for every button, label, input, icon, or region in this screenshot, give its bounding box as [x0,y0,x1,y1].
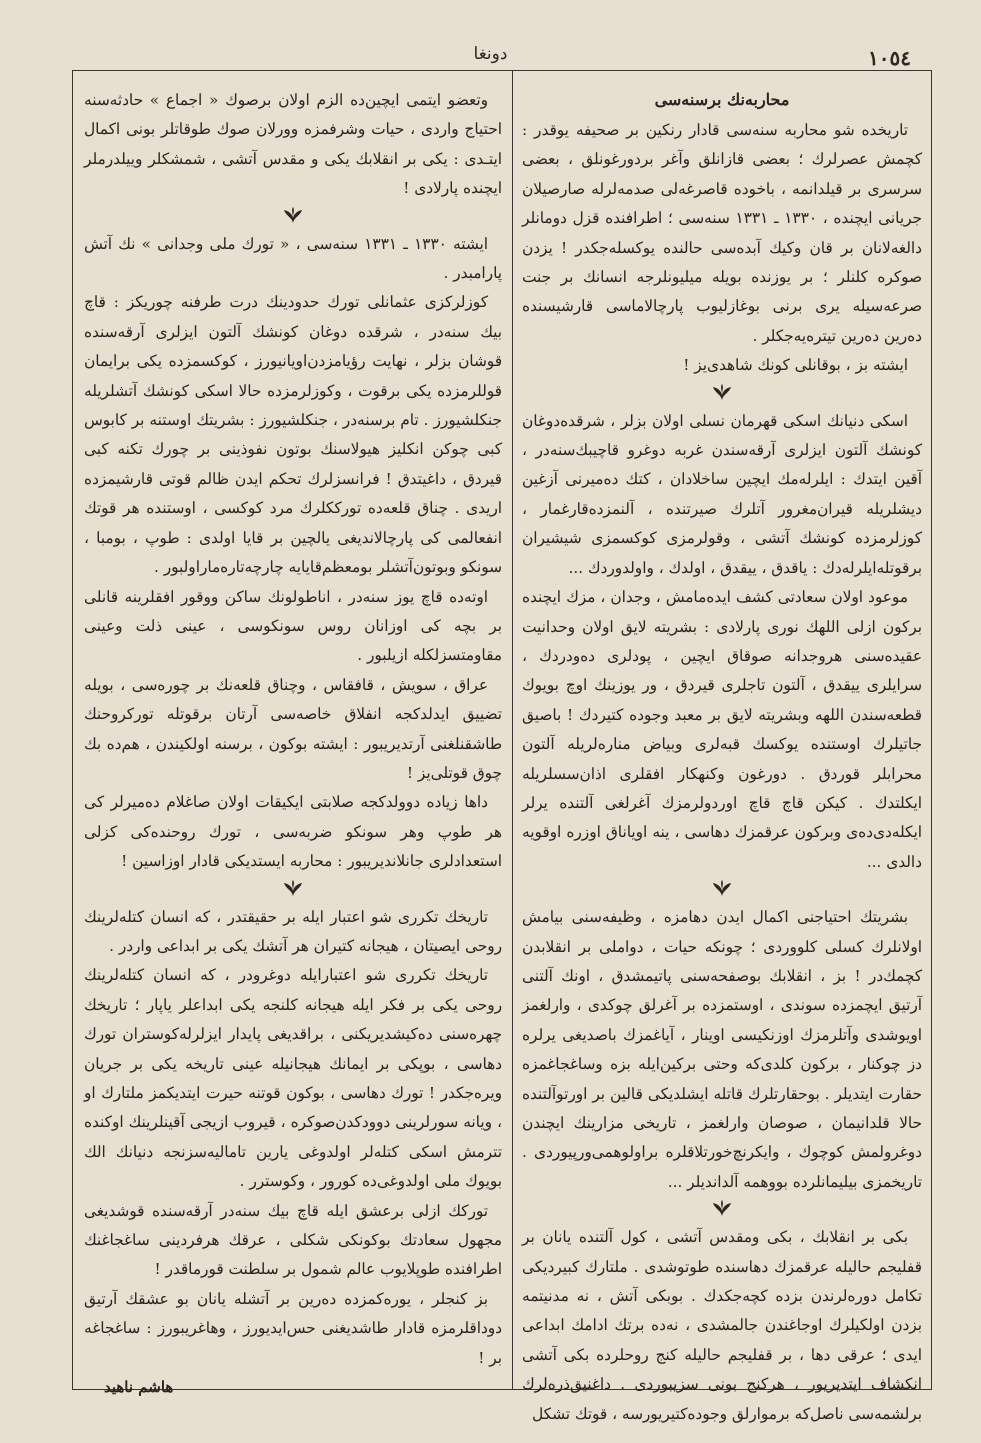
paragraph: تاريخك تكررى شو اعتبارايله دوغرودر ، كه انسان كتله‌لرينك روحى يكى بر فكر ايله هيجانه كلنجه يكى ابداعلر ياپار ؛ تاريخك چهره‌سنى ده‌كيشديريكنى ، براقديغى پايدار ايزلرله‌كوستران تورك دهاسى ، بوپكى بر ايمانك هيجانيله عينى تاريخه يكى بر جريان ويره‌جكدر ! تورك دهاسى ، بوكون قوتنه حيرت ايتديكمز ملتارك او ، ويانه سورلرينى دوودكدن‌صوكره ، قيروب ازيجى آقينلرينك اوكنده تترمش اسكى كتله‌لر اولدوغى يارين تاماليه‌سزنجه دنيانك الك بويوك ملى اولدوغى‌ده كورور ، وكوسترر . [84,966,502,1191]
paragraph: بشريتك احتياجنى اكمال ايدن دهامزه ، وظيفه‌سنى بيامش اولانلرك كسلى كلووردى ؛ چونكه حيات ، دواملى بر انقلابدن كچمك‌در ! بز ، انقلابك بوصفحه‌سنى پاتيمشدق ، اونك آلتنى آرتيق ايچمزده سوندى ، اوستمزده بر آغرلق چوكدى ، وارلغمز اويوشدى وآتلرمزك اوزنكيسى اوينار ، آياغمزك باصديغى يرلره دز چوكنار ، بركون كلدى‌كه وحتى بركين‌ايله بزه وساغجاغمزه حقارت ايتديلر . بوحقارتلرك قاتله ايشلديكى قالين بر اورتو‌آلتنده حالا قلدانيمان ، صوصان وارلغمز ، تاريخى مزارينك ايچندن دوغرولمش كوچوك ، وايكرنچ‌خورتلاقلره براولوهمى‌ورپيوردى . تاريخمزى بيليمانلرده بووهمه آلدانديلر ... [522,908,922,1191]
paragraph: بز كنجلر ، يوره‌كمزده دەرين بر آتشله يانان بو عشقك آرتيق دوداقلرمزه قادار طاشديغنى حس‌ايديورز ، وهاغريبورز : ساغجاغه بر ! [84,1289,502,1367]
leaf-ornament-icon [282,206,304,226]
leaf-ornament-icon [282,879,304,899]
leaf-ornament-icon [711,1199,733,1219]
paragraph: بكى بر انقلابك ، بكى ومقدس آتشى ، كول آلتنده يانان بر قفليجم حاليله عرقمزك دهاسنده طوتوشدى . ملتارك كبيرديكى تكامل دوره‌لرندن بزده كچه‌جكدك . بوبكى آتش ، نه مدنيتمه بزدن اولكيلرك اوجاغندن جالمشدى ، نه‌ده برتك ادامك ابداعى ايدى ؛ عرقى دها ، بر قفليجم حاليله كنج روحلرده بكى آتشى انكشاف ايتديريور ، هركنج بونى سزيبوردى . داغنيق‌ذره‌لرك برلشمه‌سى ناصل‌كه برموارلق وجوده‌كتيريورسه ، قوتك تشكل [522,1228,922,1423]
paragraph: ايشته ١٣٣٠ ـ ١٣٣١ سنه‌سى ، « تورك ملى وجدانى » نك آتش پارامبدر . [84,234,502,283]
paragraph: اوته‌ده قاچ يوز سنه‌در ، اناطولونك ساكن ووقور افقلرينه قانلى بر بچه كى اوزانان روس سونكوسى ، عينى ذلت وعينى مقاومتسزلكله ازيلبور . [84,587,502,665]
column-divider [512,70,513,1390]
page-number: ١٠٥٤ [868,46,911,70]
paragraph: توركك ازلى برعشق ايله قاچ بيك سنه‌در آرقه‌سنده قوشديغى مجهول سعادتك بوكونكى شكلى ، عرقك هرفردينى ساغجاغنك اطرافنده طوپلايوب عالم شمول بر سلطنت قورماقدر ! [84,1201,502,1279]
paragraph: تاريخك تكررى شو اعتبار ايله بر حقيقتدر ، كه انسان كتله‌لرينك روحى ايصيتان ، هيجانه كتيران هر آتشك يكى بر ابداعى واردر . [84,907,502,955]
leaf-ornament-icon [711,383,733,403]
paragraph: عراق ، سويش ، قافقاس ، وچناق قلعه‌نك بر چوره‌سى ، بويله تضييق ايدلدكجه انفلاق خاصه‌سى آرتان برقوتله توركروحنك طاشقنلغنى آرتديريبور : ايشته بوكون ، برسنه اولكيندن ، هم‌ده بك چوق قوتلى‌يز ! [84,675,502,782]
leaf-ornament-icon [711,879,733,899]
paragraph: وتعضو ايتمى ايچين‌ده الزم اولان برصوك « اجماع » حادثه‌سنه احتياج واردى ، حيات وشرفمزه وورلان صوك طوقاتلر بونى اكمال ايتـدى : يكى بر انقلابك يكى و مقدس آتشى ، شمشكلر وييلدرملر ايچنده پارلادى ! [84,91,502,198]
paragraph: كوزلركزى عثمانلى تورك حدودينك درت طرفنه چوريكز : قاچ بيك سنه‌در ، شرقده دوغان كونشك آلتون ايزلرى آرقه‌سنده قوشان بزلر ، نهايت رؤيامزدن‌اويانيورز ، كوكسمزده يكى برايمان قوللرمزده يكى برقوت ، وكوزلرمزده حالا اسكى كونشك آتشلريله جنكلشيورز . تام برسنه‌در ، جنكلشيورز : بشريتك اوستنه بر كابوس كبى چوكن انكليز هيولاسنك بوتون نفوذينى بر چورك تكنه كبى قيردق ، داغيتدق ! فرانسزلرك تحكم ايدن ظالم قوتى قارشيمزده اريدى . چناق قلعه‌ده تورككلرك مرد كوكسى ، اوستنده هر قوتك انفعالمى كى پارچالانديغى يالچين بر قايا اولدى : طوپ ، بومبا ، سونكو وبوتون‌آتشلر بومعظم‌قايايه چارچه‌تاره‌ماراولبور . [84,293,502,577]
paragraph: داها زياده دوولدكجه صلابتى ايكيقات اولان صاغلام ده‌ميرلر كى هر طوپ وهر سونكو ضربه‌سى ، تورك روحنده‌كى كزلى استعدادلرى جانلانديريبور : محاربه ايستديكى قادار اوزاسين ! [84,793,502,871]
right-column [522,86,922,1423]
author-signature: هاشم ناهيد [104,1378,174,1397]
paragraph: موعود اولان سعادتى كشف ايده‌مامش ، وجدان ، مزك ايچنده بركون ازلى اللهك نورى پارلادى : بشريته لايق اولان وحدانيت عقيده‌سنى هروجدانه صوقاق ايچين ، پودلرى ده‌ودردك ، سرايلرى ييقدق ، آلتون تاجلرى قيردق ، ور يوزينك اوچ بويوك قطعه‌سندن اللهه وبشريته لايق بر معبد وجوده كتيردك ! باصيق جاتيلرك اوستنده يوكسك قبه‌لرى وبياض مناره‌لريله آلتون محرابلر قوردق . دورغون وكنهكار افقلرى اذان‌سسلريله ايكلتدك . كيكن قاچ قاچ اوردولرمزك آغرلغى آلتنده يرلر ايكله‌دى‌ده‌ى وبركون عرقمزك دهاسى ، ينه اوياناق اوزره اوقويه دالدى ... [522,588,922,871]
running-title: دونغا [473,44,508,64]
left-column [84,86,502,1397]
paragraph: اسكى دنيانك اسكى قهرمان نسلى اولان بزلر ، شرقده‌دوغان كونشك آلتون ايزلرى آرقه‌سندن غربه دوغرو قاچيبك‌سنه‌در ، آقين ايتدك : ايلرله‌مك ايچين ساخلادان ، كتك دەميرنى آزغين ديشلريله قيران‌مغرور آتلرك صيرتنده ، آلنمزده‌قارغمار ، كوزلرمزده كونشك آتشى ، وقولرمزى كوكسمزى شيشيران برقوتله‌ايلرله‌دك : ياقدق ، ييقدق ، اولدك ، واولدوردك ... [522,411,922,577]
paragraph: ايشته بز ، بوقانلى كونك شاهدى‌يز ! [683,356,908,375]
page-header [70,40,911,68]
paragraph: تاريخده شو محاربه سنه‌سى قادار رنكين بر صحيفه يوقدر : كچمش عصرلرك ؛ بعضى قازانلق وآغر بردورغونلق ، بعضى سرسرى بر قيلدانمه ، باخوده قاصرغه‌لى صدمه‌لرله صارصيلان جريانى ايچنده ، ١٣٣٠ ـ ١٣٣١ سنه‌سى ؛ اطرافنده قزل دومانلر دالغه‌لانان بر قان وكيك آبده‌سى حالنده يوكسله‌جكدر ! يزدن صوكره كلنلر ؛ بر يوزنده بويله ميليونلرجه انسانك بر جنت صرعه‌سيله يرى برنى بوغازليوب پارچالاماسى قارشيسنده ده‌رين دەرين تيتره‌يه‌جكلر . [522,121,922,345]
article-title: محاربه‌نك برسنه‌سى [654,90,790,109]
